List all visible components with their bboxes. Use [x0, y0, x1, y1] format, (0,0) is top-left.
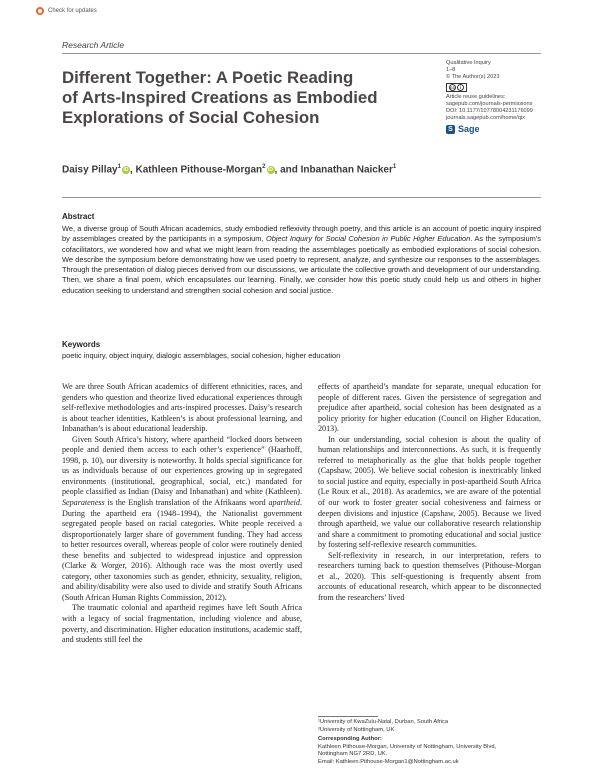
corresponding-address-2: Nottingham NG7 2RD, UK. [318, 751, 388, 758]
journal-meta [446, 60, 556, 134]
cc-circle-icon: cc [450, 84, 456, 90]
keywords-heading: Keywords [62, 340, 101, 349]
cc-license-icon[interactable] [446, 83, 467, 92]
affiliation-marker: 1 [392, 164, 397, 170]
abstract-part: . As the symposium’s cofacilitators, we wondered how and what we might learn from reading the assemblages poetically as embodied explorations of social cohesion. We describe the symposium before demonstrating how we used poetry to represent, analyze, and synthesize our responses to the assemblages. Through the presentation of dialog pieces derived from our discussions, we articulate the collective growth and development of our understanding. Then, we share a final poem, which encapsulates our learning. Finally, we consider how this poetic study could help us and others in higher education seeking to understand and strengthen social cohesion and social justice. [62, 234, 541, 295]
footnotes [318, 719, 548, 767]
body-paragraph [62, 435, 302, 604]
by-circle-icon: i [457, 84, 464, 91]
corresponding-email[interactable]: Email: Kathleen.Pithouse-Morgan1@Nottingham.ac.uk [318, 758, 459, 765]
doi-link[interactable]: DOI: 10.1177/10778004231176099 [446, 108, 533, 115]
sage-logo-icon: S [446, 125, 455, 134]
text-run-italic: apartheid [268, 498, 300, 508]
reuse-link[interactable]: sagepub.com/journals-permissions [446, 100, 533, 107]
author-name: Daisy Pillay [62, 164, 118, 176]
reuse-label: Article reuse guidelines: [446, 93, 506, 100]
check-for-updates-badge[interactable] [36, 7, 97, 15]
body-paragraph: In our understanding, social cohesion is about the quality of human relationships and interconnections. As such, it is frequently referred to metaphorically as the glue that holds people together (Capshaw, 2005). We believe social cohesion is inextricably linked to social justice and equity, especially in post-apartheid South Africa (Le Roux et al., 2018). As academics, we are aware of the potential of our work to foster greater social cohesiveness and fairness or deepen divisions and injustice (Capshaw, 2005). Because we lived through apartheid, we value our collaborative research relationship and share a commitment to promoting educational and social justice by fostering self-reflexive research communities. [318, 434, 541, 550]
article-type: Research Article [62, 40, 125, 50]
abstract-text [62, 224, 541, 296]
body-paragraph: The traumatic colonial and apartheid regimes have left South Africa with a legacy of social fragmentation, including violence and abuse, poverty, and discrimination. Higher education institutions, academic staff, and students still feel the [62, 603, 302, 645]
text-run: is the English translation of the Afrikaans word [104, 498, 269, 508]
corresponding-author-heading: Corresponding Author: [318, 736, 382, 743]
text-run: . During the apartheid era (1948–1994), the Nationalist government segregated people based on racial categories. White people received a disproportionately larger share of government funding. They had access to better resources overall, whereas people of color were routinely denied these benefits and subjected to widespread injustice and oppression (Clarke & Worger, 2016). Although race was the most overtly used category, other taxonomies such as gender, ethnicity, sexuality, religion, and ability/disability were also used to divide and stratify South Africans (South African Human Rights Commission, 2012). [62, 498, 302, 602]
affiliation-2: ²University of Nottingham, UK [318, 726, 395, 733]
author-name: , Kathleen Pithouse-Morgan [129, 164, 263, 176]
author-list [62, 164, 396, 175]
journal-name: Qualitative Inquiry [446, 60, 491, 66]
footnote-divider [318, 716, 378, 717]
check-updates-label: Check for updates [48, 8, 97, 14]
authors-divider [62, 197, 541, 198]
article-title [62, 68, 422, 128]
body-column-left [62, 382, 302, 646]
page-range: 1–8 [446, 67, 456, 74]
update-check-icon [36, 7, 44, 15]
copyright: © The Author(s) 2023 [446, 74, 500, 81]
body-paragraph: We are three South African academics of different ethnicities, races, and genders who question and theorize lived educational experiences through self-reflexive methodologies and arts-inspired processes. Daisy’s research is about teacher identities, Kathleen’s is about professional learning, and Inbanathan’s is about educational leadership. [62, 382, 302, 434]
keywords-list: poetic inquiry, object inquiry, dialogic assemblages, social cohesion, higher education [62, 351, 341, 360]
orcid-icon[interactable]: iD [268, 167, 274, 174]
journal-home-link[interactable]: journals.sagepub.com/home/qix [446, 115, 525, 122]
publisher-name: Sage [458, 124, 480, 135]
header-divider [62, 53, 541, 54]
text-run: Given South Africa’s history, where apartheid “locked doors between people and denied them access to each other’s experience” (Haarhoff, 1998, p. 10), our diversity is noteworthy. It holds special significance for us as individuals because of our experiences growing up in segregated environments (institutional, geographical, social, etc.) mandated for people classified as Indian (Daisy and Inbanathan) and white (Kathleen). [62, 434, 302, 497]
body-paragraph: effects of apartheid’s mandate for separate, unequal education for people of different races. Given the persistence of segregation and prejudice after apartheid, social cohesion has been designated as a policy priority for higher education (Council on Higher Education, 2013). [318, 382, 541, 434]
affiliation-1: ¹University of KwaZulu-Natal, Durban, South Africa [318, 719, 449, 725]
affiliation-marker: 2 [262, 164, 266, 170]
orcid-icon[interactable]: iD [123, 167, 129, 174]
abstract-heading: Abstract [62, 212, 95, 221]
author-name: , and Inbanathan Naicker [274, 164, 393, 176]
title-line-3: Explorations of Social Cohesion [62, 108, 320, 127]
body-column-right [318, 382, 541, 603]
symposium-title: Object Inquiry for Social Cohesion in Public Higher Education [265, 234, 471, 244]
title-line-2: of Arts-Inspired Creations as Embodied [62, 88, 378, 107]
title-line-1: Different Together: A Poetic Reading [62, 68, 354, 87]
affiliation-marker: 1 [117, 164, 121, 170]
text-run-italic: Separateness [62, 498, 105, 508]
abstract-part: We, a diverse group of South African academics, study embodied reflexivity through poetry, and this article is an account of poetic inquiry inspired by assemblages created by the participants in a symposium, [62, 224, 541, 244]
corresponding-address-1: Kathleen Pithouse-Morgan, University of Nottingham, University Blvd, [318, 743, 497, 750]
body-paragraph: Self-reflexivity in research, in our interpretation, refers to researchers turning back to question themselves (Pithouse-Morgan et al., 2020). This self-questioning is frequently absent from accounts of educational research, which appear to be disconnected from the researchers’ lived [318, 550, 541, 602]
publisher-logo [446, 125, 556, 134]
